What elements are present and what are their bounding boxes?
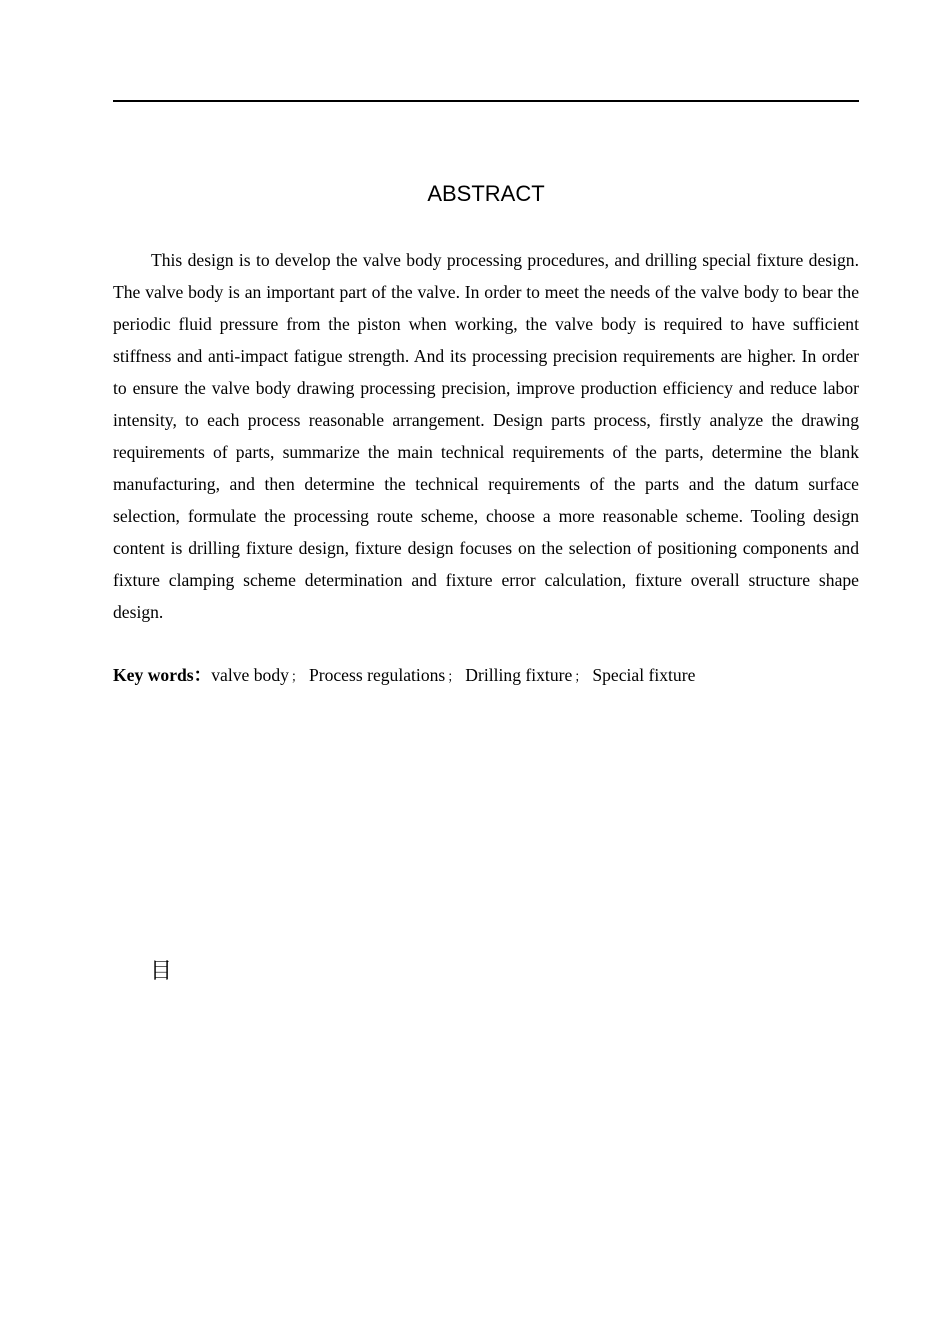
header-rule bbox=[113, 100, 859, 102]
keyword-item: Process regulations bbox=[308, 665, 446, 685]
keywords-label: Key words： bbox=[113, 665, 212, 685]
abstract-paragraph: This design is to develop the valve body processing procedures, and drilling special fixture design. The valve body is an important part of the valve. In order to meet the needs of the valve body to bear the periodic fluid pressure from the piston when working, the valve body is required to have sufficient stiffness and anti-impact fatigue strength. And its processing precision requirements are higher. In order to ensure the valve body drawing processing precision, improve production efficiency and reduce labor intensity, to each process reasonable arrangement. Design parts process, firstly analyze the drawing requirements of parts, summarize the main technical requirements of the parts, determine the blank manufacturing, and then determine the technical requirements of the parts and the datum surface selection, formulate the processing route scheme, choose a more reasonable scheme. Tooling design content is drilling fixture design, fixture design focuses on the selection of positioning components and fixture clamping scheme determination and fixture error calculation, fixture overall structure shape design. bbox=[113, 250, 859, 622]
keyword-item: Special fixture bbox=[592, 665, 696, 685]
contents-heading-fragment: 目 bbox=[150, 959, 173, 984]
abstract-title: ABSTRACT bbox=[427, 181, 545, 206]
keyword-item: valve body bbox=[211, 665, 289, 685]
keyword-separator: ； bbox=[447, 670, 461, 685]
keyword-separator: ； bbox=[574, 670, 588, 685]
keywords-line bbox=[113, 659, 859, 694]
keyword-item: Drilling fixture bbox=[465, 665, 573, 685]
keyword-separator: ； bbox=[290, 670, 304, 685]
